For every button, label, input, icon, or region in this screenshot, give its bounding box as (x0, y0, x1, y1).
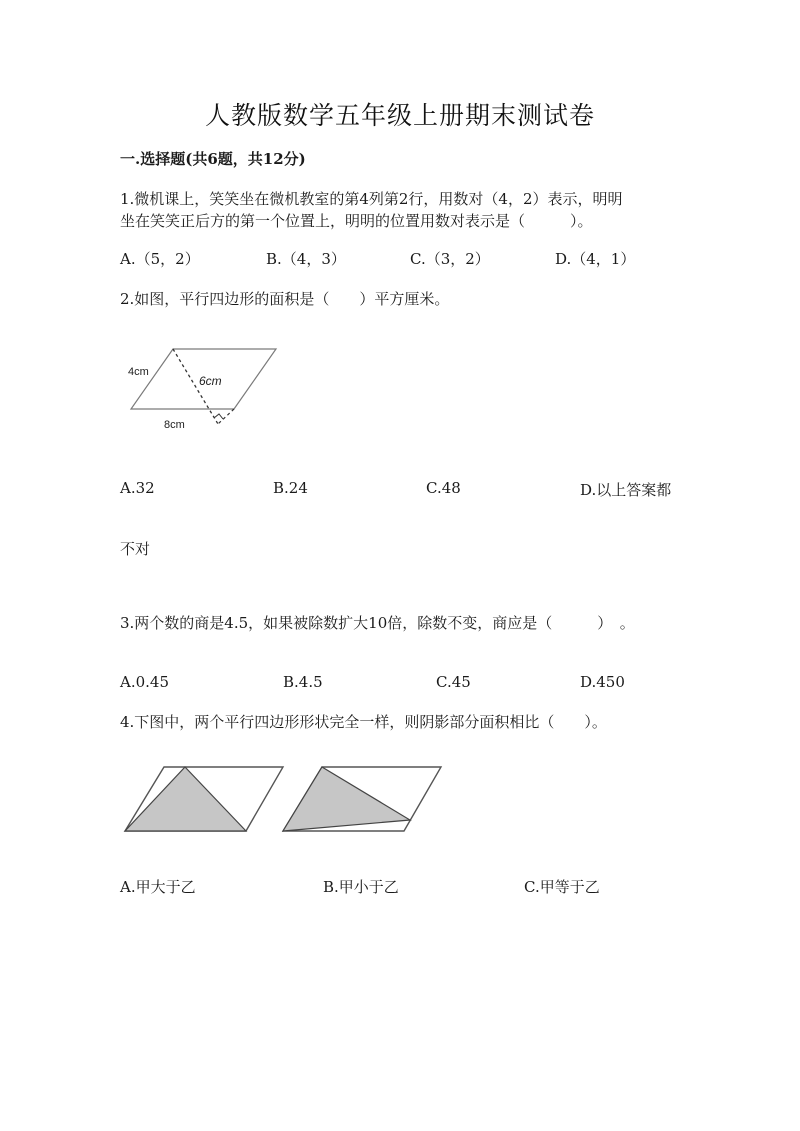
question-3-option-b: B.4.5 (283, 673, 323, 691)
question-1-option-c: C.（3，2） (410, 250, 490, 268)
question-4-text: 4.下图中，两个平行四边形形状完全一样，则阴影部分面积相比（ ）。 (120, 713, 607, 731)
question-3-option-c: C.45 (436, 673, 471, 691)
parallelogram-figure (120, 340, 290, 440)
shaded-parallelograms-figure (120, 762, 450, 837)
question-2-option-c: C.48 (426, 479, 461, 497)
question-1-line-2: 坐在笑笑正后方的第一个位置上，明明的位置用数对表示是（ ）。 (120, 212, 593, 230)
page-title: 人教版数学五年级上册期末测试卷 (204, 101, 595, 130)
question-3-option-d: D.450 (580, 673, 625, 691)
figure-label-height-left: 4cm (128, 366, 149, 378)
question-2-text: 2.如图，平行四边形的面积是（ ）平方厘米。 (120, 290, 450, 308)
question-1-option-d: D.（4，1） (555, 250, 636, 268)
figure-label-base: 8cm (164, 419, 185, 431)
question-1-line-1: 1.微机课上，笑笑坐在微机教室的第4列第2行，用数对（4，2）表示，明明 (120, 190, 623, 208)
section-heading: 一.选择题(共6题，共12分) (120, 150, 306, 168)
question-2-option-d-wrap: 不对 (120, 540, 151, 558)
question-4-option-a: A.甲大于乙 (120, 878, 196, 896)
question-4-option-c: C.甲等于乙 (524, 878, 600, 896)
question-3-option-a: A.0.45 (120, 673, 169, 691)
question-2-option-d: D.以上答案都 (580, 481, 672, 499)
question-2-option-b: B.24 (273, 479, 308, 497)
question-3-text: 3.两个数的商是4.5，如果被除数扩大10倍，除数不变，商应是（ ） 。 (120, 614, 635, 632)
question-2-option-a: A.32 (120, 479, 155, 497)
question-4-option-b: B.甲小于乙 (323, 878, 399, 896)
question-1-option-b: B.（4，3） (266, 250, 346, 268)
figure-label-diagonal: 6cm (199, 374, 222, 388)
question-1-option-a: A.（5，2） (120, 250, 200, 268)
